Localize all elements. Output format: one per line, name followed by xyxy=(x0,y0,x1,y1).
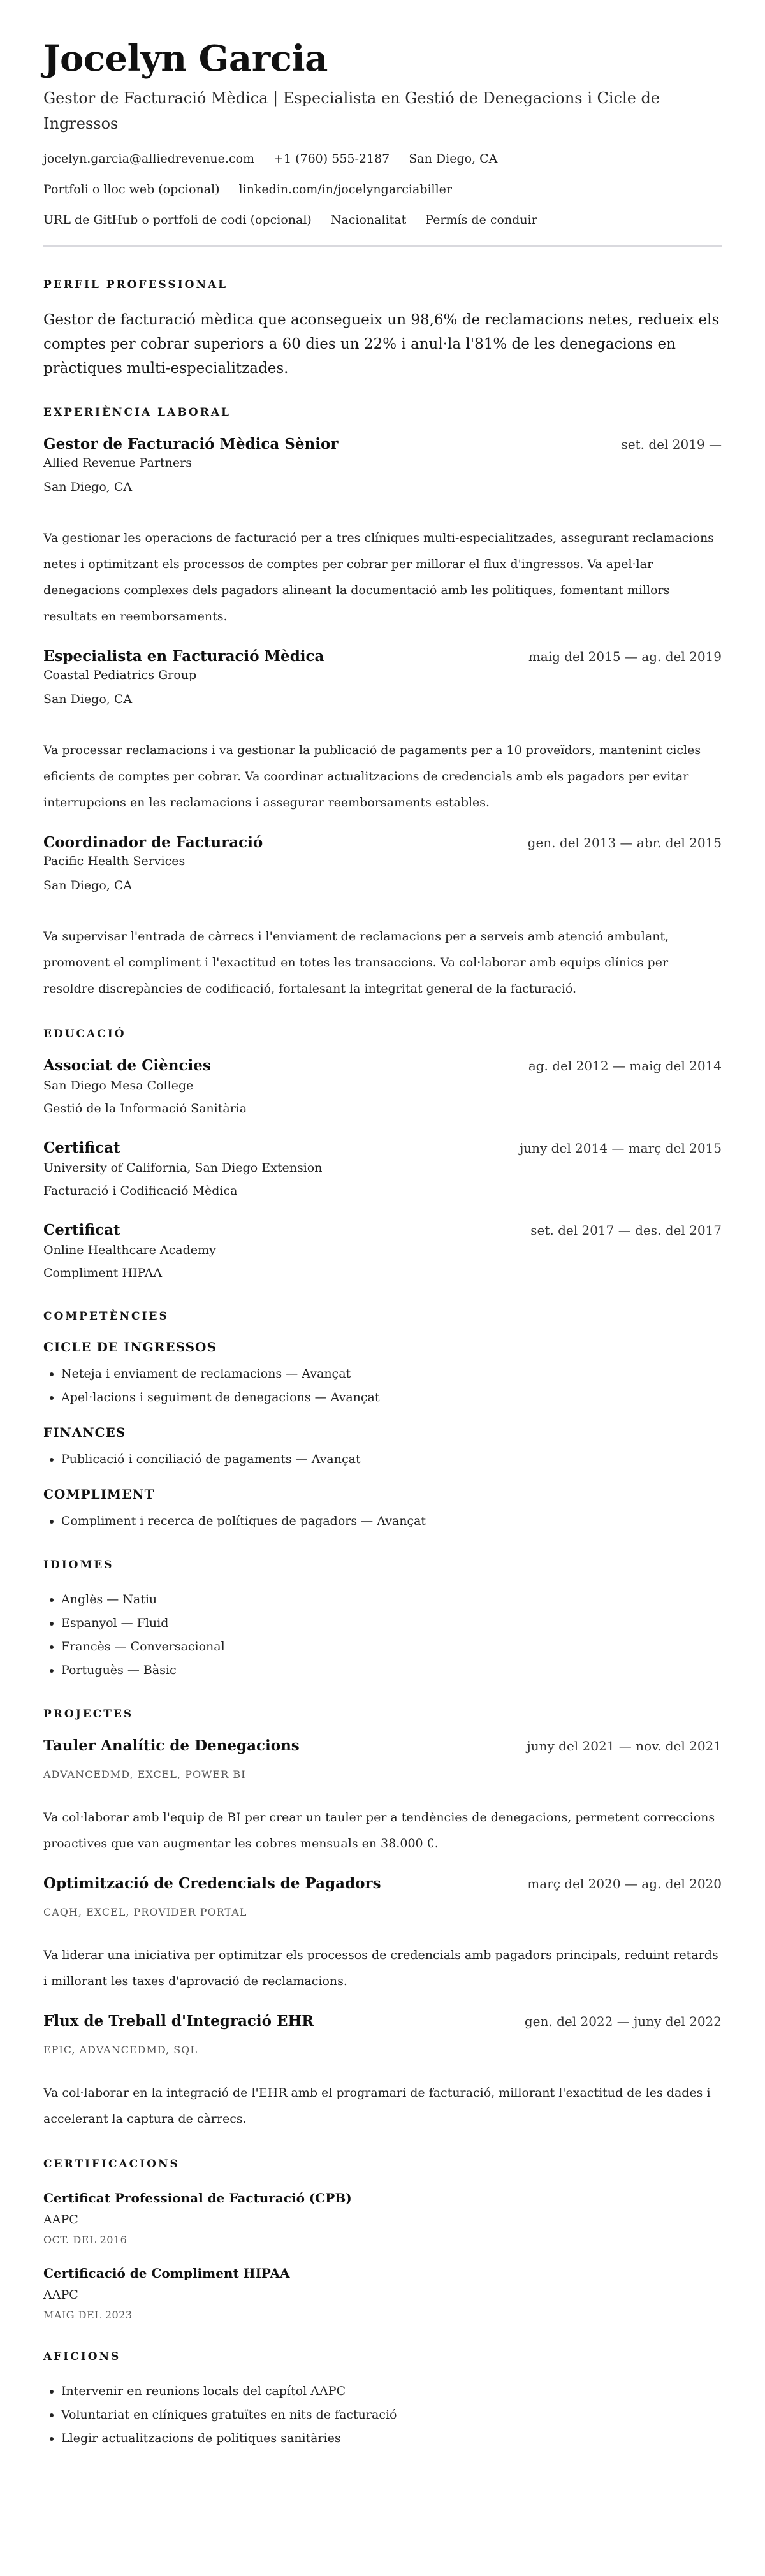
skill-group-title: FINANCES xyxy=(43,1425,126,1440)
project-tech-stack: ADVANCEDMD, EXCEL, POWER BI xyxy=(43,1768,246,1780)
section-projects xyxy=(43,1708,722,2132)
skill-list xyxy=(43,1510,722,1533)
certification-issuer: AAPC xyxy=(43,2213,78,2227)
experience-entry xyxy=(43,435,722,630)
certification-date: MAIG DEL 2023 xyxy=(43,2309,133,2321)
education-dates: set. del 2017 — des. del 2017 xyxy=(530,1223,722,1238)
certification-title: Certificat Professional de Facturació (CPB) xyxy=(43,2190,352,2206)
skill-group-title: CICLE DE INGRESSOS xyxy=(43,1339,217,1355)
experience-entry xyxy=(43,834,722,1002)
job-description: Va supervisar l'entrada de càrrecs i l'enviament de reclamacions per a serveis amb atenció ambulant, promovent el compliment i l'exactitud en totes les transaccions. Va col·laborar amb equips clínics per resoldre discrepàncies de codificació, fortalesant la integritat general de la facturació. xyxy=(43,929,669,996)
email-link[interactable]: jocelyn.garcia@alliedrevenue.com xyxy=(43,152,255,166)
job-title: Especialista en Facturació Mèdica xyxy=(43,648,324,665)
section-title: PERFIL PROFESSIONAL xyxy=(43,279,228,291)
contact-row-extra xyxy=(43,212,722,228)
skill-list xyxy=(43,1448,722,1471)
candidate-name: Jocelyn Garcia xyxy=(43,38,328,80)
section-title: COMPETÈNCIES xyxy=(43,1310,169,1323)
section-languages xyxy=(43,1559,722,1682)
education-dates: juny del 2014 — març del 2015 xyxy=(520,1140,722,1156)
field-of-study: Facturació i Codificació Mèdica xyxy=(43,1184,238,1198)
education-entry xyxy=(43,1139,722,1202)
company-name: Allied Revenue Partners xyxy=(43,456,192,470)
skill-item: • Publicació i conciliació de pagaments — Avançat xyxy=(61,1448,722,1471)
job-dates: set. del 2019 — xyxy=(621,437,722,452)
job-location: San Diego, CA xyxy=(43,480,133,494)
language-list xyxy=(43,1588,722,1682)
section-experience xyxy=(43,406,722,1002)
project-description: Va col·laborar amb l'equip de BI per crear un tauler per a tendències de denegacions, permetent correccions proactives que van augmentar les cobres mensuals en 38.000 €. xyxy=(43,1810,715,1851)
project-entry xyxy=(43,1737,722,1857)
linkedin-link[interactable]: linkedin.com/in/jocelyngarciabiller xyxy=(238,182,453,196)
section-title: PROJECTES xyxy=(43,1708,134,1721)
certification-date: OCT. DEL 2016 xyxy=(43,2234,127,2246)
company-name: Pacific Health Services xyxy=(43,854,186,868)
skill-list xyxy=(43,1362,722,1409)
company-name: Coastal Pediatrics Group xyxy=(43,668,197,682)
degree-title: Certificat xyxy=(43,1139,120,1156)
education-entry xyxy=(43,1057,722,1120)
job-title: Gestor de Facturació Mèdica Sènior xyxy=(43,435,339,453)
section-skills xyxy=(43,1310,722,1533)
project-entry xyxy=(43,2012,722,2132)
hobby-item: • Intervenir en reunions locals del capítol AAPC xyxy=(61,2380,722,2403)
phone-number[interactable]: +1 (760) 555-2187 xyxy=(273,152,390,166)
skill-group-title: COMPLIMENT xyxy=(43,1487,155,1502)
hobby-item: • Voluntariat en clíniques gratuïtes en nits de facturació xyxy=(61,2403,722,2427)
skill-item: • Compliment i recerca de polítiques de pagadors — Avançat xyxy=(61,1510,722,1533)
certification-entry xyxy=(43,2187,722,2250)
project-dates: gen. del 2022 — juny del 2022 xyxy=(524,2014,722,2029)
section-title: EDUCACIÓ xyxy=(43,1028,126,1040)
project-description: Va col·laborar en la integració de l'EHR amb el programari de facturació, millorant l'exactitud de les dades i accelerant la captura de càrrecs. xyxy=(43,2086,711,2126)
project-tech-stack: CAQH, EXCEL, PROVIDER PORTAL xyxy=(43,1906,247,1918)
job-location: San Diego, CA xyxy=(43,878,133,892)
section-title: AFICIONS xyxy=(43,2350,121,2363)
project-title: Flux de Treball d'Integració EHR xyxy=(43,2012,314,2030)
project-entry xyxy=(43,1875,722,1995)
experience-entry xyxy=(43,648,722,816)
section-certifications xyxy=(43,2158,722,2325)
field-of-study: Compliment HIPAA xyxy=(43,1266,163,1280)
section-title: EXPERIÈNCIA LABORAL xyxy=(43,406,231,419)
contact-row-primary xyxy=(43,150,722,167)
education-dates: ag. del 2012 — maig del 2014 xyxy=(528,1058,722,1073)
language-item: • Portuguès — Bàsic xyxy=(61,1659,722,1682)
project-dates: març del 2020 — ag. del 2020 xyxy=(527,1876,722,1891)
certification-entry xyxy=(43,2262,722,2325)
github-link[interactable]: URL de GitHub o portfoli de codi (opcional) xyxy=(43,213,312,227)
resume-header xyxy=(43,36,722,228)
school-name: Online Healthcare Academy xyxy=(43,1243,216,1257)
hobby-list xyxy=(43,2380,722,2450)
nationality: Nacionalitat xyxy=(330,213,407,227)
job-description: Va gestionar les operacions de facturació per a tres clíniques multi-especialitzades, assegurant reclamacions netes i optimitzant els processos de comptes per cobrar per millorar el flux d'ingressos. Va apel·lar denegacions complexes dels pagadors alineant la documentació amb les polítiques, fomentant millors resultats en reemborsaments. xyxy=(43,531,714,623)
certification-title: Certificació de Compliment HIPAA xyxy=(43,2266,290,2281)
job-location: San Diego, CA xyxy=(43,692,133,706)
school-name: University of California, San Diego Extension xyxy=(43,1161,323,1175)
section-profile xyxy=(43,279,722,381)
job-description: Va processar reclamacions i va gestionar la publicació de pagaments per a 10 proveïdors, mantenint cicles eficients de comptes per cobrar. Va coordinar actualitzacions de credencials amb els pagadors per evitar interrupcions en les reclamacions i assegurar reemborsaments estables. xyxy=(43,743,701,810)
language-item: • Espanyol — Fluid xyxy=(61,1612,722,1635)
project-title: Tauler Analític de Denegacions xyxy=(43,1737,300,1754)
section-hobbies xyxy=(43,2350,722,2450)
school-name: San Diego Mesa College xyxy=(43,1079,194,1093)
profile-summary: Gestor de facturació mèdica que aconsegueix un 98,6% de reclamacions netes, redueix els comptes per cobrar superiors a 60 dies un 22% i anul·la l'81% de les denegacions en pràctiques multi-especialitzades. xyxy=(43,312,720,377)
header-divider xyxy=(43,245,722,247)
section-title: CERTIFICACIONS xyxy=(43,2158,180,2171)
education-entry xyxy=(43,1221,722,1284)
project-title: Optimització de Credencials de Pagadors xyxy=(43,1875,381,1892)
driving-license: Permís de conduir xyxy=(425,213,537,227)
headline: Gestor de Facturació Mèdica | Especialista en Gestió de Denegacions i Cicle de Ingressos xyxy=(43,89,660,133)
job-dates: gen. del 2013 — abr. del 2015 xyxy=(527,835,722,850)
portfolio-link[interactable]: Portfoli o lloc web (opcional) xyxy=(43,182,220,196)
certification-issuer: AAPC xyxy=(43,2288,78,2302)
location: San Diego, CA xyxy=(409,152,498,166)
job-title: Coordinador de Facturació xyxy=(43,834,263,851)
project-dates: juny del 2021 — nov. del 2021 xyxy=(527,1738,722,1754)
contact-row-links xyxy=(43,181,722,198)
language-item: • Anglès — Natiu xyxy=(61,1588,722,1612)
degree-title: Associat de Ciències xyxy=(43,1057,211,1074)
project-description: Va liderar una iniciativa per optimitzar els processos de credencials amb pagadors principals, reduint retards i millorant les taxes d'aprovació de reclamacions. xyxy=(43,1948,718,1988)
hobby-item: • Llegir actualitzacions de polítiques sanitàries xyxy=(61,2427,722,2450)
section-title: IDIOMES xyxy=(43,1559,114,1571)
job-dates: maig del 2015 — ag. del 2019 xyxy=(528,649,722,664)
skill-item: • Neteja i enviament de reclamacions — Avançat xyxy=(61,1362,722,1386)
project-tech-stack: EPIC, ADVANCEDMD, SQL xyxy=(43,2044,198,2056)
field-of-study: Gestió de la Informació Sanitària xyxy=(43,1102,247,1116)
degree-title: Certificat xyxy=(43,1221,120,1239)
section-education xyxy=(43,1028,722,1284)
skill-item: • Apel·lacions i seguiment de denegacions — Avançat xyxy=(61,1386,722,1409)
language-item: • Francès — Conversacional xyxy=(61,1635,722,1659)
